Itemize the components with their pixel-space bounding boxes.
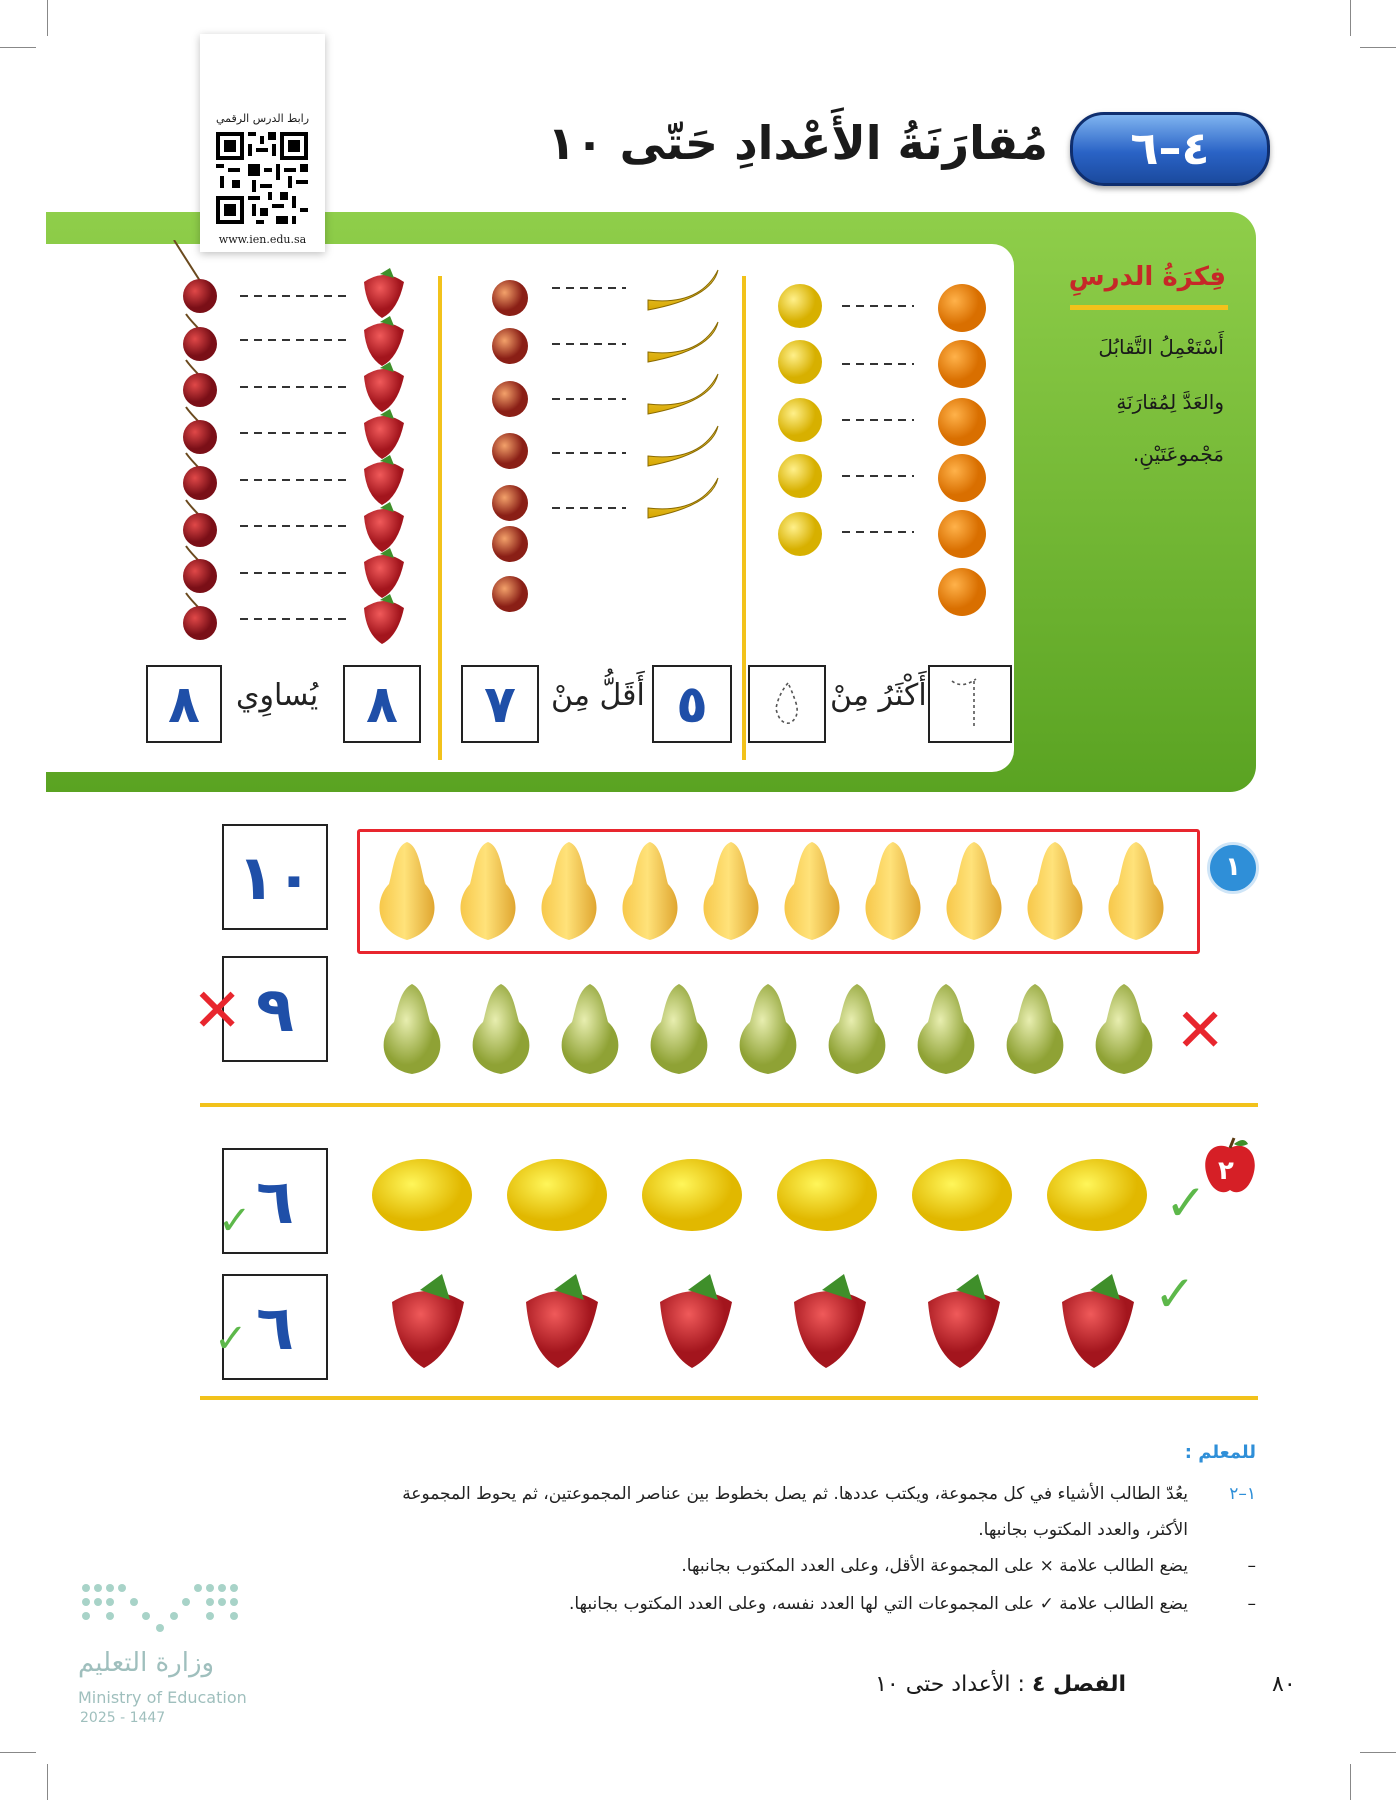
cross-mark-icon: ✕ xyxy=(1175,996,1226,1066)
check-mark-icon: ✓ xyxy=(1165,1174,1207,1232)
lesson-idea-line: أَسْتَعْمِلُ التَّقابُلَ xyxy=(1098,335,1224,359)
section-divider xyxy=(200,1103,1258,1107)
crop-mark xyxy=(1360,47,1396,48)
teacher-note-bullet: – xyxy=(1247,1594,1256,1614)
digital-lesson-card[interactable] xyxy=(200,34,325,252)
crop-mark xyxy=(47,0,48,36)
more-left-number[interactable] xyxy=(928,665,1012,743)
check-mark-icon: ✓ xyxy=(1154,1265,1196,1323)
exercise-1-count-bottom[interactable]: ٩ xyxy=(222,956,328,1062)
lesson-idea-line: مَجْموعَتَيْنِ. xyxy=(1132,442,1224,466)
pears-yellow-row xyxy=(365,832,1195,950)
check-mark-icon: ✓ xyxy=(218,1198,252,1244)
lesson-idea-title: فِكرَةُ الدرسِ xyxy=(1068,262,1226,292)
more-word: أَكْثَرُ مِنْ xyxy=(830,678,927,713)
teacher-note-line: الأكثر، والعدد المكتوب بجانبها. xyxy=(978,1520,1188,1540)
exercise-1-count-top[interactable]: ١٠ xyxy=(222,824,328,930)
qr-label: رابط الدرس الرقمي xyxy=(215,112,310,125)
lesson-idea-underline xyxy=(1070,305,1228,310)
chapter-label xyxy=(875,1672,1126,1697)
ministry-year: 2025 - 1447 xyxy=(80,1710,166,1726)
exercise-2-count-top[interactable]: ٦ xyxy=(222,1148,328,1254)
exercise-2-count-bottom[interactable]: ٦ xyxy=(222,1274,328,1380)
exercise-1-number: ١ xyxy=(1207,842,1259,894)
lesson-idea-line: والعَدَّ لِمُقارَنَةِ xyxy=(1116,390,1224,414)
cross-mark-icon: ✕ xyxy=(192,976,243,1046)
teacher-note-line: يعُدّ الطالب الأشياء في كل مجموعة، ويكتب عددها. ثم يصل بخطوط بين عناصر المجموعتين، ثم يحوط المجموعة xyxy=(402,1484,1188,1504)
crop-mark xyxy=(0,47,36,48)
equal-right-number: ٨ xyxy=(146,665,222,743)
crop-mark xyxy=(47,1764,48,1800)
matching-illustration xyxy=(140,240,1020,660)
teacher-note-line: يضع الطالب علامة × على المجموعة الأقل، وعلى العدد المكتوب بجانبها. xyxy=(681,1556,1188,1576)
qr-url[interactable]: www.ien.edu.sa xyxy=(218,233,307,246)
section-divider xyxy=(200,1396,1258,1400)
lesson-title: مُقارَنَةُ الأَعْدادِ حَتّى ١٠ xyxy=(547,116,1048,170)
dotted-trace-number xyxy=(750,667,824,741)
teacher-note-bullet: – xyxy=(1247,1556,1256,1576)
ministry-name-ar: وزارة التعليم xyxy=(78,1648,215,1678)
teacher-notes-ref: ١–٢ xyxy=(1229,1484,1256,1504)
crop-mark xyxy=(0,1752,36,1753)
teacher-notes-title: للمعلم : xyxy=(1184,1442,1256,1463)
chapter-number: الفصل ٤ xyxy=(1031,1672,1126,1697)
less-word: أَقَلُّ مِنْ xyxy=(551,678,645,713)
chapter-title: : الأعداد حتى ١٠ xyxy=(875,1672,1025,1697)
exercise-2-number: ٢ xyxy=(1218,1156,1234,1186)
crop-mark xyxy=(1360,1752,1396,1753)
crop-mark xyxy=(1350,1764,1351,1800)
ministry-name-en: Ministry of Education xyxy=(78,1688,247,1707)
pears-green-row xyxy=(372,978,1192,1078)
less-left-number: ٥ xyxy=(652,665,732,743)
crop-mark xyxy=(1350,0,1351,36)
dotted-trace-number xyxy=(930,667,1010,741)
qr-code-icon[interactable] xyxy=(216,132,308,224)
equal-left-number: ٨ xyxy=(343,665,421,743)
lesson-number-badge: ٤–٦ xyxy=(1070,112,1270,186)
teacher-note-line: يضع الطالب علامة ✓ على المجموعات التي لها العدد نفسه، وعلى العدد المكتوب بجانبها. xyxy=(568,1594,1188,1614)
page-number: ٨٠ xyxy=(1272,1672,1296,1697)
ministry-logo-icon xyxy=(78,1580,248,1644)
equal-word: يُساوِي xyxy=(236,678,319,713)
less-right-number: ٧ xyxy=(461,665,539,743)
check-mark-icon: ✓ xyxy=(214,1316,248,1362)
strawberries-row xyxy=(388,1260,1188,1370)
more-right-number[interactable] xyxy=(748,665,826,743)
lemons-row xyxy=(372,1155,1192,1235)
